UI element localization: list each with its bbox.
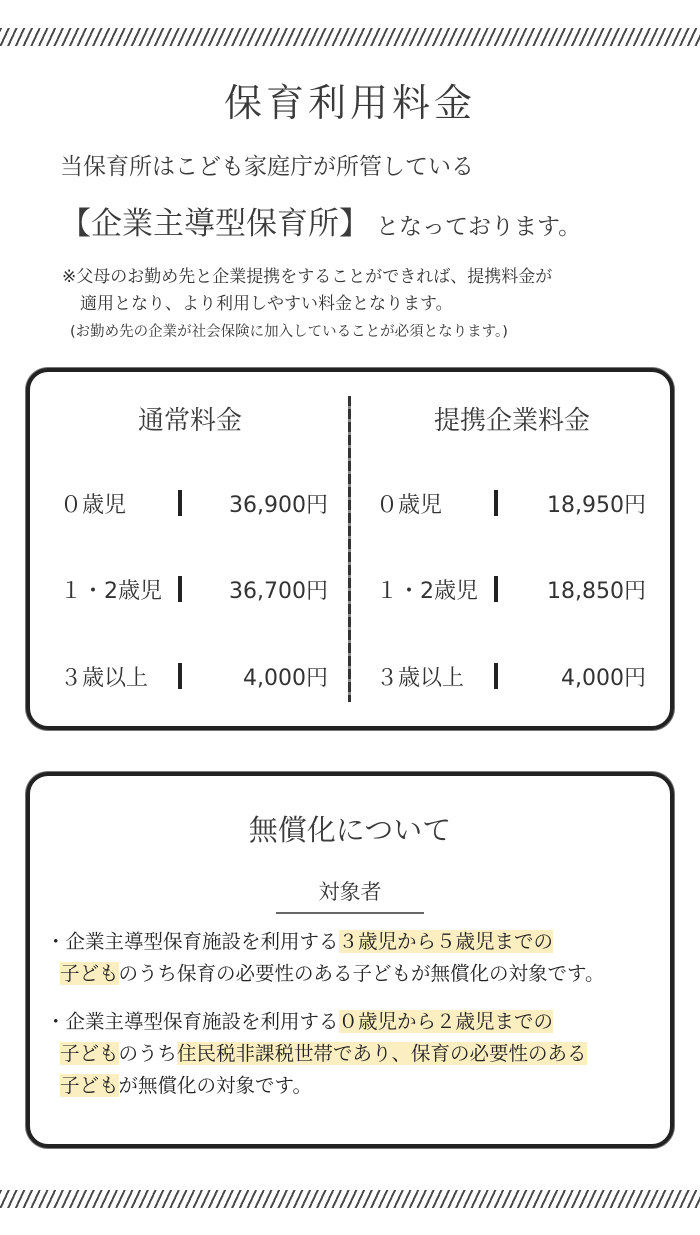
page-title: 保育利用料金 xyxy=(223,81,476,125)
eligibility-item-1 xyxy=(46,926,604,990)
bullet-text: ・企業主導型保育施設を利用する xyxy=(46,1010,339,1033)
intro-suffix: となっております。 xyxy=(376,214,582,240)
price-value: 4,000円 xyxy=(243,666,328,691)
fee-table-box xyxy=(26,368,674,730)
top-stripe-divider xyxy=(0,28,700,46)
standard-fee-column xyxy=(30,372,350,726)
intro-text: 当保育所はこども家庭庁が所管している xyxy=(60,154,474,180)
age-label: １・2歳児 xyxy=(60,579,162,604)
price-value: 18,850円 xyxy=(547,579,646,604)
bottom-stripe-divider xyxy=(0,1190,700,1208)
bullet-line xyxy=(46,1070,587,1102)
fee-row xyxy=(30,480,350,520)
note-line-1: ※父母のお勤め先と企業提携をすることができれば、提携料金が xyxy=(62,267,553,287)
separator-bar xyxy=(178,576,182,602)
age-label: ０歳児 xyxy=(60,493,127,518)
free-childcare-box xyxy=(26,772,674,1148)
partner-fee-heading: 提携企業料金 xyxy=(433,406,590,436)
age-label: ３歳以上 xyxy=(376,666,465,691)
bullet-line xyxy=(46,926,604,958)
price-value: 36,700円 xyxy=(229,579,328,604)
note-requirement: (お勤め先の企業が社会保険に加入していることが必須となります。) xyxy=(70,324,508,340)
separator-bar xyxy=(178,663,182,689)
fee-row xyxy=(30,566,350,606)
fee-row xyxy=(352,480,672,520)
eligibility-item-2 xyxy=(46,1006,587,1102)
standard-fee-heading: 通常料金 xyxy=(137,406,242,436)
separator-bar xyxy=(494,490,498,516)
price-value: 4,000円 xyxy=(561,666,646,691)
intro-highlight-line xyxy=(60,198,581,243)
bullet-text: のうち保育の必要性のある子どもが無償化の対象です。 xyxy=(118,962,605,985)
facility-type-label: 【企業主導型保育所】 xyxy=(60,206,370,242)
separator-bar xyxy=(178,490,182,516)
bullet-line xyxy=(46,1006,587,1038)
highlight-text: 子ども xyxy=(60,1042,119,1065)
highlight-text: 住民税非課税世帯であり、保育の必要性のある xyxy=(177,1042,587,1065)
bullet-text: のうち xyxy=(118,1042,178,1065)
price-value: 36,900円 xyxy=(229,493,328,518)
bullet-line xyxy=(46,958,604,990)
separator-bar xyxy=(494,663,498,689)
price-value: 18,950円 xyxy=(547,493,646,518)
age-label: １・2歳児 xyxy=(376,579,478,604)
age-label: ０歳児 xyxy=(376,493,443,518)
highlight-text: ３歳児から５歳児までの xyxy=(338,930,554,953)
age-label: ３歳以上 xyxy=(60,666,149,691)
partner-fee-column xyxy=(352,372,672,726)
bullet-line xyxy=(46,1038,587,1070)
highlight-text: 子ども xyxy=(60,1074,119,1097)
fee-row xyxy=(352,653,672,693)
fee-row xyxy=(30,653,350,693)
free-childcare-title: 無償化について xyxy=(248,813,452,847)
highlight-text: 子ども xyxy=(60,962,119,985)
note-line-2: 適用となり、より利用しやすい料金となります。 xyxy=(80,294,453,314)
bullet-text: が無償化の対象です。 xyxy=(118,1074,312,1097)
fee-row xyxy=(352,566,672,606)
separator-bar xyxy=(494,576,498,602)
highlight-text: ０歳児から２歳児までの xyxy=(338,1010,554,1033)
bullet-text: ・企業主導型保育施設を利用する xyxy=(46,930,339,953)
eligibility-subtitle: 対象者 xyxy=(276,876,424,914)
